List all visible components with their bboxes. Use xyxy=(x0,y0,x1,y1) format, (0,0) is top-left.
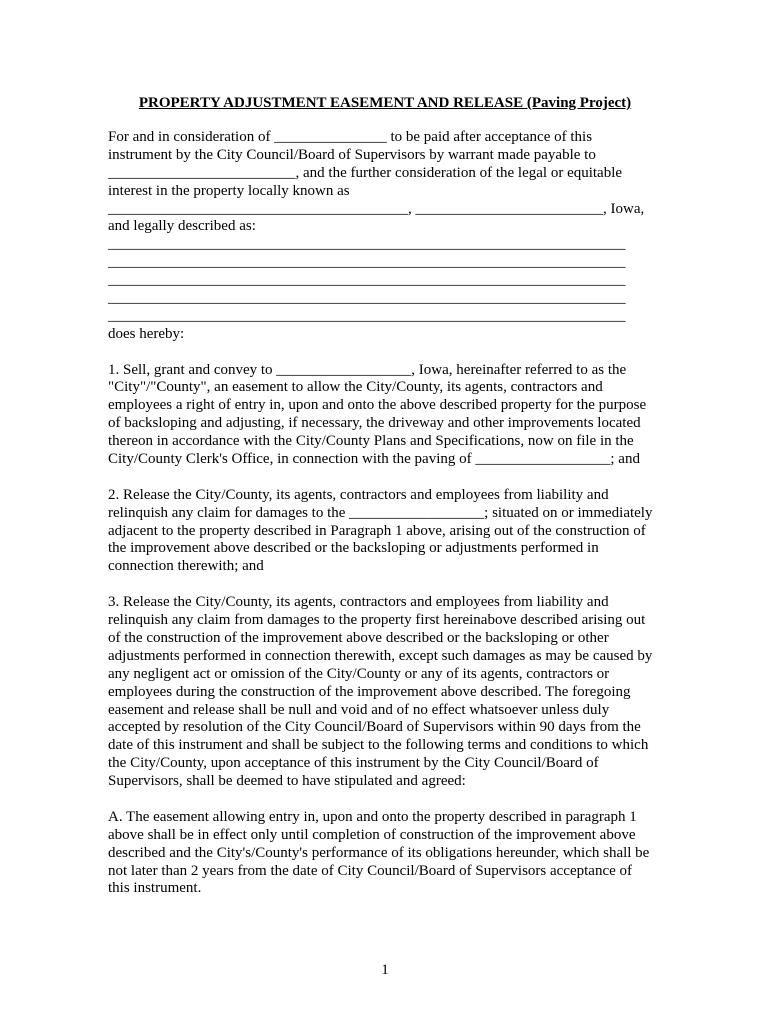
page-number: 1 xyxy=(381,962,389,978)
text-line: _____________________________________________________________________ xyxy=(108,254,626,271)
text-line: _____________________________________________________________________ xyxy=(108,236,626,253)
text-line: thereon in accordance with the City/County Plans and Specifications, now on file in the xyxy=(108,433,634,450)
text-line: any negligent act or omission of the City/County or any of its agents, contractors or xyxy=(108,665,610,682)
text-line: relinquish any claim from damages to the property first hereinabove described arising out xyxy=(108,612,646,629)
text-line: described and the City's/County's performance of its obligations hereunder, which shall be xyxy=(108,844,650,861)
text-line: 2. Release the City/County, its agents, contractors and employees from liability and xyxy=(108,486,609,503)
text-line: of the construction of the improvement above described or the backsloping or other xyxy=(108,629,609,646)
text-line: easement and release shall be null and void and of no effect whatsoever unless duly xyxy=(108,701,610,718)
paragraph-spacer xyxy=(108,576,668,594)
text-line: does hereby: xyxy=(108,325,185,342)
paragraph-spacer xyxy=(108,469,668,487)
text-line: Supervisors, shall be deemed to have stipulated and agreed: xyxy=(108,773,466,790)
text-line: A. The easement allowing entry in, upon and onto the property described in paragraph 1 xyxy=(108,808,637,825)
text-line: and legally described as: xyxy=(108,218,256,235)
document-body xyxy=(108,129,668,898)
text-line: interest in the property locally known as xyxy=(108,182,350,199)
text-line: _____________________________________________________________________ xyxy=(108,290,626,307)
text-line: For and in consideration of _______________ to be paid after acceptance of this xyxy=(108,129,593,145)
text-line: of backsloping and adjusting, if necessary, the driveway and other improvements located xyxy=(108,415,641,432)
text-line: this instrument. xyxy=(108,880,202,897)
text-line: "City"/"County", an easement to allow the City/County, its agents, contractors and xyxy=(108,379,603,396)
text-line: _____________________________________________________________________ xyxy=(108,272,626,289)
text-line: instrument by the City Council/Board of Supervisors by warrant made payable to xyxy=(108,146,596,163)
text-line: 3. Release the City/County, its agents, contractors and employees from liability and xyxy=(108,594,609,611)
text-line: the City/County, upon acceptance of this instrument by the City Council/Board of xyxy=(108,755,599,772)
paragraph-spacer xyxy=(108,791,668,809)
text-line: employees during the construction of the improvement above described. The foregoing xyxy=(108,683,631,700)
text-line: not later than 2 years from the date of City Council/Board of Supervisors acceptance of xyxy=(108,862,633,879)
document-title: PROPERTY ADJUSTMENT EASEMENT AND RELEASE (Paving Project) xyxy=(138,95,632,111)
text-line: accepted by resolution of the City Council/Board of Supervisors within 90 days from the xyxy=(108,719,641,736)
text-line: adjacent to the property described in Paragraph 1 above, arising out of the construction of xyxy=(108,522,646,539)
text-line: the improvement above described or the backsloping or adjustments performed in xyxy=(108,540,599,557)
text-line: _____________________________________________________________________ xyxy=(108,307,626,324)
text-line: employees a right of entry in, upon and onto the above described property for the purpose xyxy=(108,397,647,414)
paragraph-spacer xyxy=(108,344,668,362)
text-line: City/County Clerk's Office, in connection with the paving of __________________; and xyxy=(108,451,640,468)
text-line: relinquish any claim for damages to the __________________; situated on or immediately xyxy=(108,504,653,521)
text-line: _________________________, and the further consideration of the legal or equitable xyxy=(108,164,623,181)
text-line: 1. Sell, grant and convey to __________________, Iowa, hereinafter referred to as the xyxy=(108,361,627,378)
text-line: connection therewith; and xyxy=(108,558,264,575)
text-line: date of this instrument and shall be subject to the following terms and conditions to which xyxy=(108,737,649,754)
text-line: ________________________________________, _________________________, Iowa, xyxy=(108,200,645,217)
text-line: above shall be in effect only until completion of construction of the improvement above xyxy=(108,826,636,843)
text-line: adjustments performed in connection therewith, except such damages as may be caused by xyxy=(108,647,653,664)
